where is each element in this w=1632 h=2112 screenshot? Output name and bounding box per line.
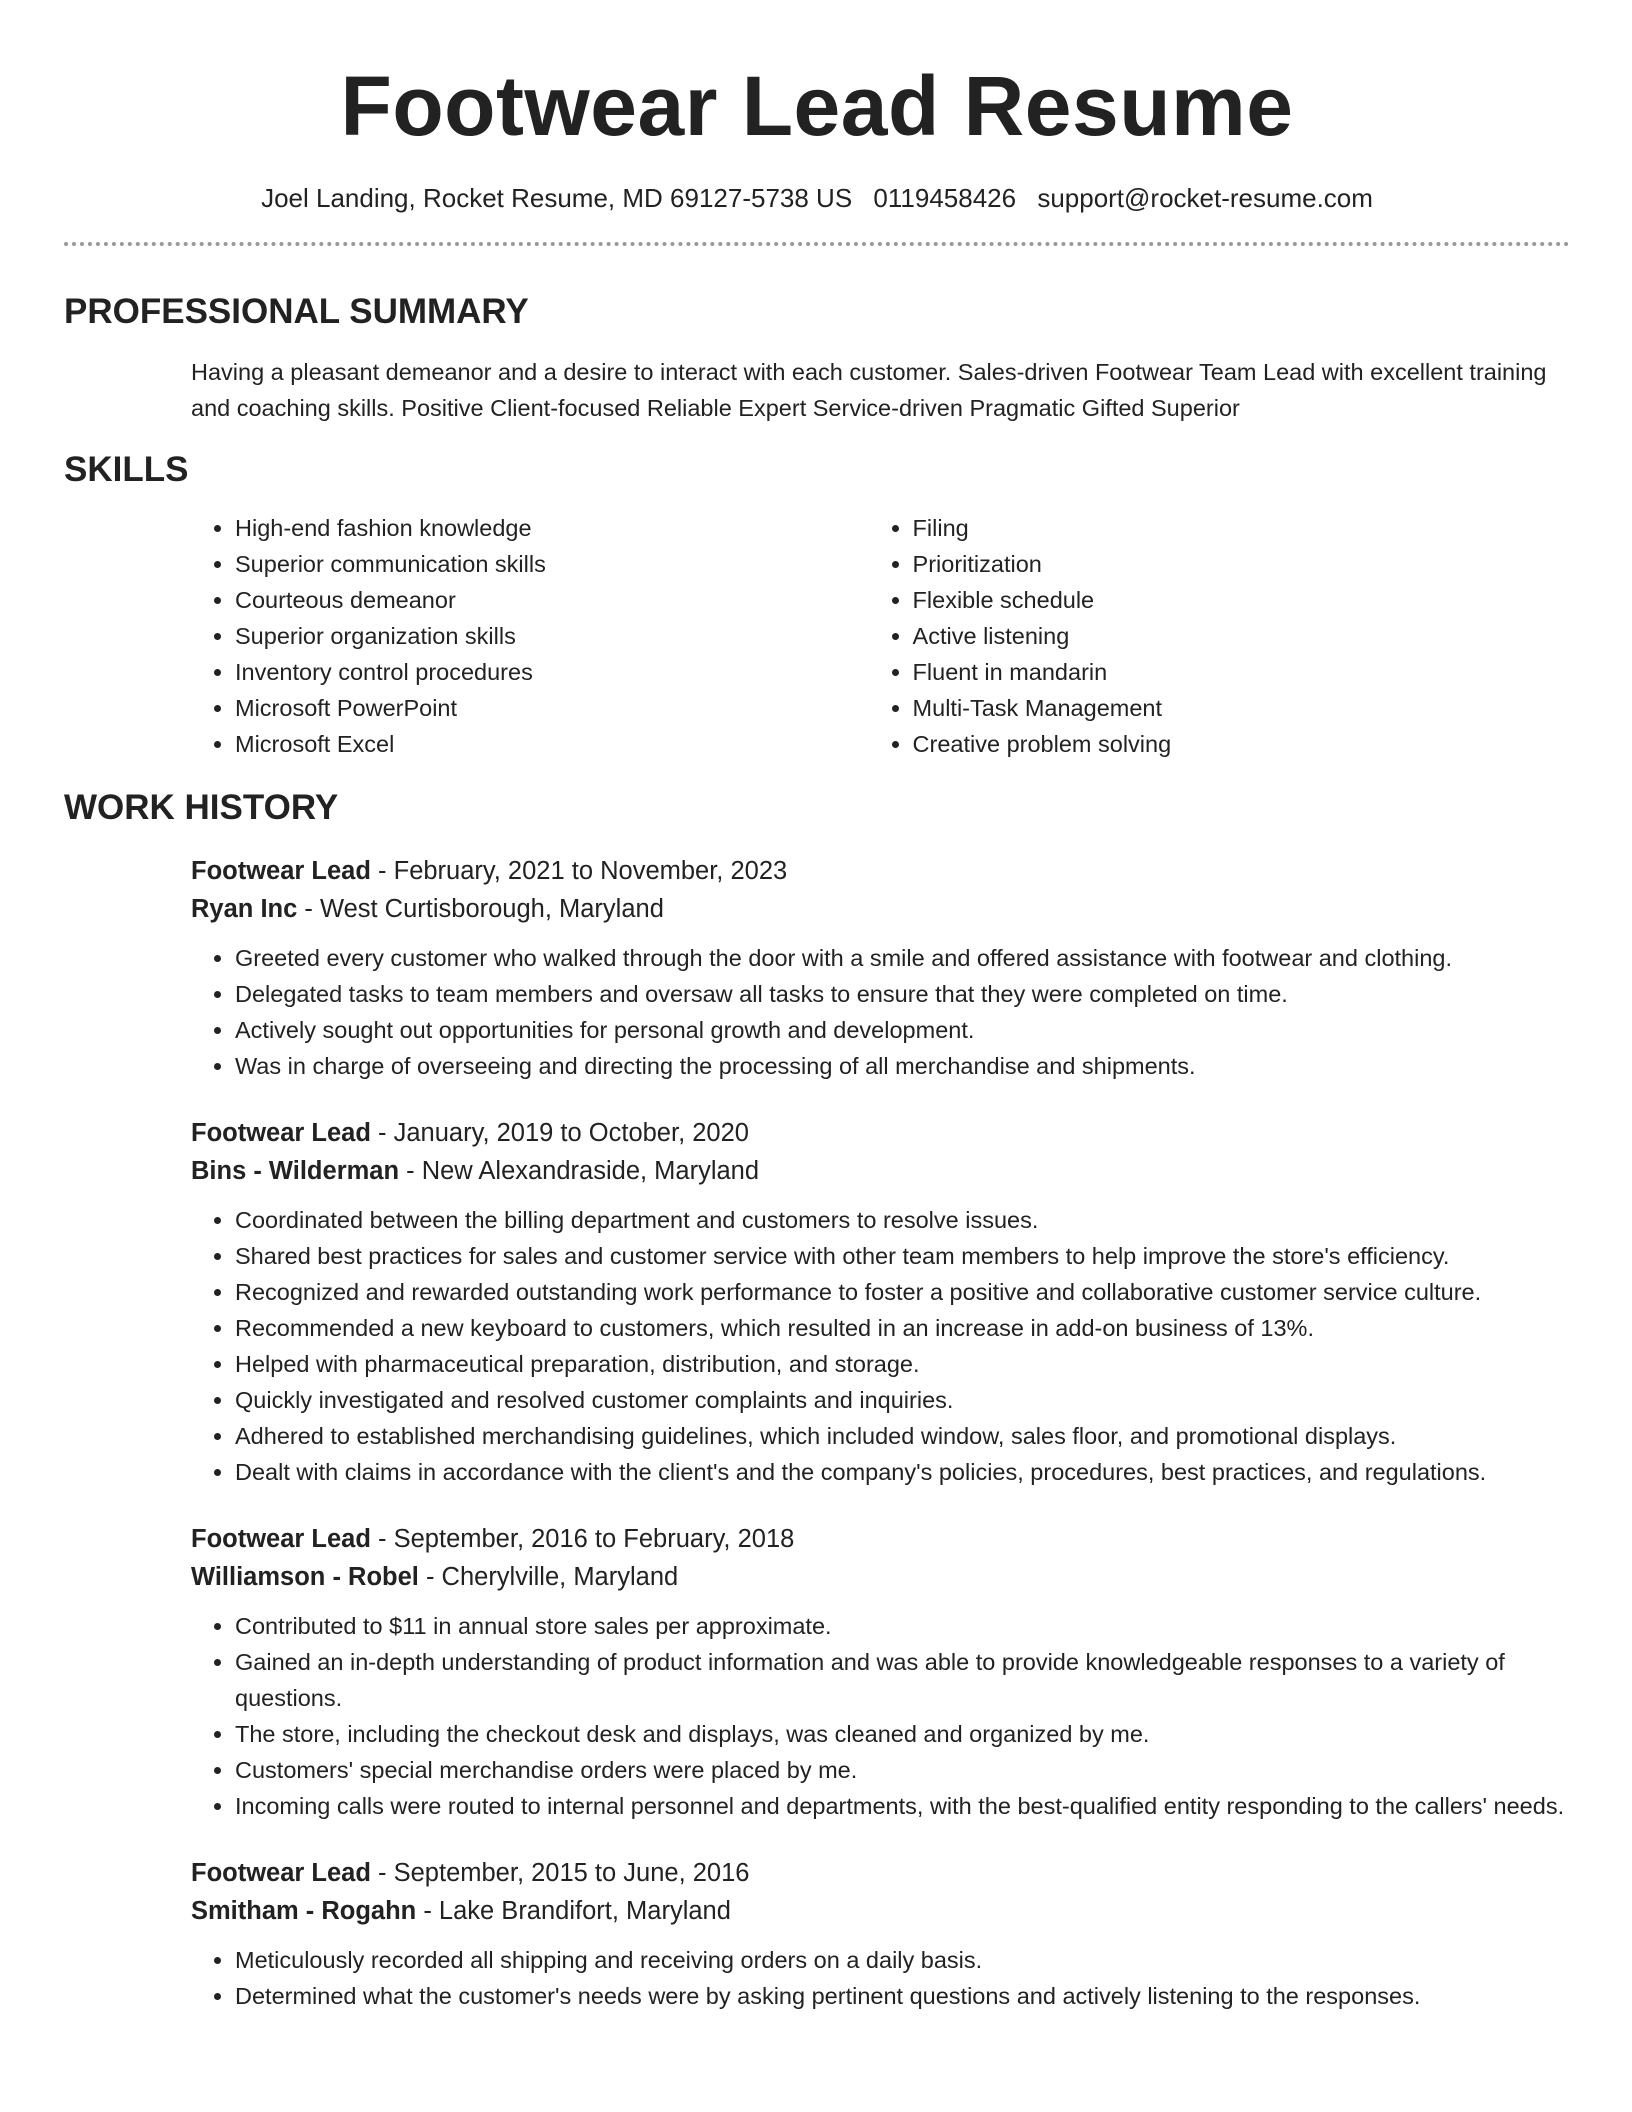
job-bullet: • Recommended a new keyboard to customers, which resulted in an increase in add-on business of 13%. [235,1310,1570,1346]
header-divider [64,242,1570,246]
skills-list [191,510,1570,762]
job-location: - New Alexandraside, Maryland [399,1157,760,1185]
job-bullet: • Adhered to established merchandising guidelines, which included window, sales floor, and promotional displays. [235,1418,1570,1454]
page-title: Footwear Lead Resume [340,59,1294,153]
job-company-line [191,890,1570,928]
job-bullet: • Helped with pharmaceutical preparation, distribution, and storage. [235,1346,1570,1382]
job-dates: - January, 2019 to October, 2020 [370,1119,749,1147]
skill-item: • Prioritization [913,546,1570,582]
work-history-heading: WORK HISTORY [64,788,339,827]
skill-item: • Flexible schedule [913,582,1570,618]
job-company-line [191,1558,1570,1596]
job-location: - Cherylville, Maryland [418,1563,679,1591]
job-bullet: • Actively sought out opportunities for personal growth and development. [235,1012,1570,1048]
job-title-line [191,1114,1570,1152]
job-bullets [191,1202,1570,1490]
job-bullet: • Determined what the customer's needs were by asking pertinent questions and actively listening to the responses. [235,1978,1570,2014]
job-company-line [191,1152,1570,1190]
job-entry [191,852,1570,1084]
job-dates: - September, 2016 to February, 2018 [370,1525,795,1553]
job-dates: - February, 2021 to November, 2023 [370,857,788,885]
job-bullet: • Was in charge of overseeing and directing the processing of all merchandise and shipments. [235,1048,1570,1084]
job-bullets [191,1608,1570,1824]
skill-item: • Filing [913,510,1570,546]
job-location: - West Curtisborough, Maryland [297,895,664,923]
skills-heading: SKILLS [64,450,189,489]
resume-page [64,0,1570,2014]
skills-column-right [869,510,1570,762]
job-title: Footwear Lead [191,857,371,885]
skill-item: • Inventory control procedures [235,654,869,690]
job-location: - Lake Brandifort, Maryland [416,1897,731,1925]
job-entry [191,1520,1570,1824]
job-bullet: • Recognized and rewarded outstanding work performance to foster a positive and collaborative customer service culture. [235,1274,1570,1310]
skill-item: • Active listening [913,618,1570,654]
skill-item: • High-end fashion knowledge [235,510,869,546]
skill-item: • Courteous demeanor [235,582,869,618]
job-company-line [191,1892,1570,1930]
job-bullet: • The store, including the checkout desk and displays, was cleaned and organized by me. [235,1716,1570,1752]
job-bullet: • Coordinated between the billing department and customers to resolve issues. [235,1202,1570,1238]
skill-item: • Superior organization skills [235,618,869,654]
job-company: Williamson - Robel [191,1563,419,1591]
summary-text: Having a pleasant demeanor and a desire to interact with each customer. Sales-driven Footwear Team Lead with excellent training and coaching skills. Positive Client-focused Reliable Expert Service-driven Pragmatic Gifted Superior [191,359,1547,421]
job-company: Smitham - Rogahn [191,1897,417,1925]
job-entry [191,1854,1570,2014]
job-company: Bins - Wilderman [191,1157,400,1185]
job-bullet: • Meticulously recorded all shipping and receiving orders on a daily basis. [235,1942,1570,1978]
contact-address: Joel Landing, Rocket Resume, MD 69127-5738 US [261,183,853,213]
skill-item: • Fluent in mandarin [913,654,1570,690]
contact-line [64,182,1570,214]
job-company: Ryan Inc [191,895,298,923]
job-title: Footwear Lead [191,1119,371,1147]
skill-item: • Superior communication skills [235,546,869,582]
job-bullet: • Gained an in-depth understanding of product information and was able to provide knowledgeable responses to a variety of questions. [235,1644,1570,1716]
job-bullets [191,1942,1570,2014]
job-title-line [191,1520,1570,1558]
job-bullet: • Incoming calls were routed to internal personnel and departments, with the best-qualified entity responding to the callers' needs. [235,1788,1570,1824]
job-dates: - September, 2015 to June, 2016 [370,1859,750,1887]
contact-phone: 0119458426 [873,183,1017,213]
job-bullets [191,940,1570,1084]
skills-column-left [191,510,869,762]
job-bullet: • Delegated tasks to team members and oversaw all tasks to ensure that they were completed on time. [235,976,1570,1012]
job-bullet: • Customers' special merchandise orders were placed by me. [235,1752,1570,1788]
summary-heading: PROFESSIONAL SUMMARY [64,292,529,331]
skill-item: • Microsoft PowerPoint [235,690,869,726]
job-title-line [191,852,1570,890]
job-bullet: • Contributed to $11 in annual store sales per approximate. [235,1608,1570,1644]
job-bullet: • Quickly investigated and resolved customer complaints and inquiries. [235,1382,1570,1418]
job-bullet: • Greeted every customer who walked through the door with a smile and offered assistance with footwear and clothing. [235,940,1570,976]
job-bullet: • Shared best practices for sales and customer service with other team members to help improve the store's efficiency. [235,1238,1570,1274]
job-title: Footwear Lead [191,1859,371,1887]
job-bullet: • Dealt with claims in accordance with the client's and the company's policies, procedures, best practices, and regulations. [235,1454,1570,1490]
skill-item: • Microsoft Excel [235,726,869,762]
skill-item: • Multi-Task Management [913,690,1570,726]
job-title-line [191,1854,1570,1892]
skill-item: • Creative problem solving [913,726,1570,762]
job-title: Footwear Lead [191,1525,371,1553]
contact-email: support@rocket-resume.com [1037,183,1373,213]
job-entry [191,1114,1570,1490]
